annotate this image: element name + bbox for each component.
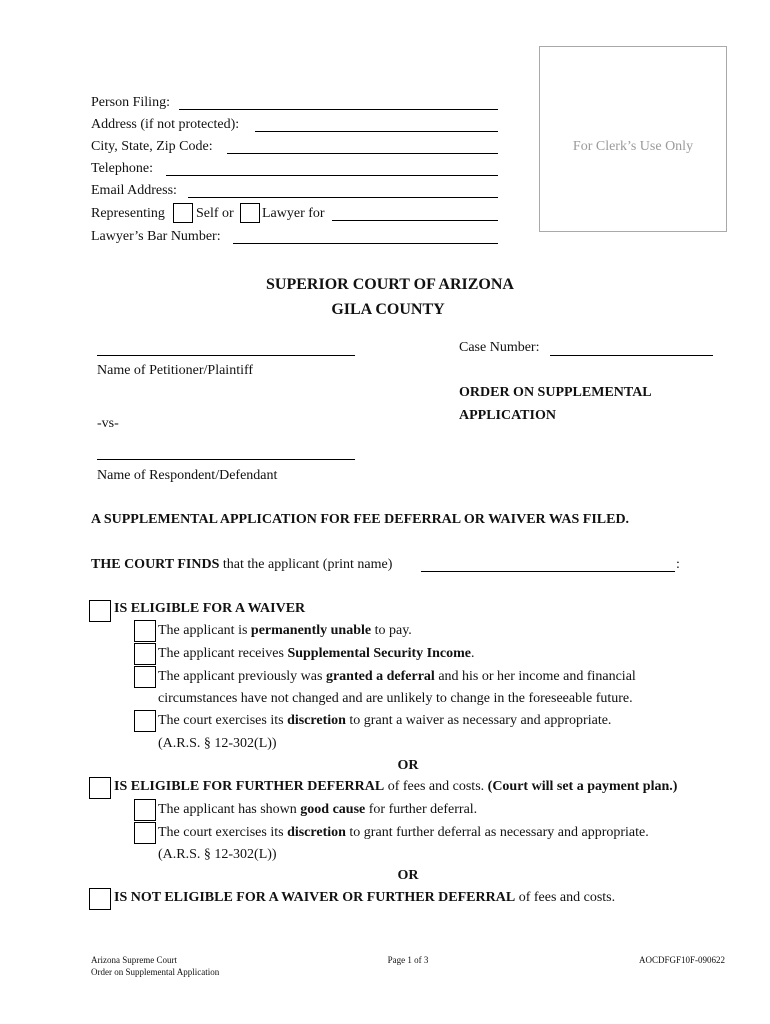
footer-form-id: AOCDFGF10F-090622 [638, 955, 725, 965]
waiver-prior-deferral-checkbox[interactable] [134, 666, 156, 688]
petitioner-name-field[interactable] [97, 355, 355, 356]
deferral-citation: (A.R.S. § 12-302(L)) [158, 847, 277, 862]
option-text: and his or her income and financial [434, 669, 636, 684]
telephone-field[interactable] [166, 175, 498, 176]
versus-label: -vs- [97, 416, 119, 431]
option-text: . [471, 646, 475, 661]
option-text: The court exercises its [158, 825, 288, 840]
waiver-ssi-checkbox[interactable] [134, 643, 156, 665]
not-eligible-heading [114, 890, 615, 906]
option-emphasis: good cause [300, 802, 366, 817]
bar-number-field[interactable] [233, 243, 498, 244]
waiver-option-ssi [158, 646, 475, 662]
email-field[interactable] [188, 197, 498, 198]
person-filing-field[interactable] [179, 109, 498, 110]
option-text: The applicant receives [158, 646, 288, 661]
deferral-heading-rest: of fees and costs. [384, 779, 488, 794]
deferral-heading-bold: IS ELIGIBLE FOR FURTHER DEFERRAL [114, 779, 385, 794]
lawyer-for-label: Lawyer for [262, 206, 325, 221]
city-state-zip-field[interactable] [227, 153, 498, 154]
or-separator-2: OR [397, 868, 419, 883]
waiver-checkbox[interactable] [89, 600, 111, 622]
representing-label: Representing [91, 206, 165, 221]
footer-court-name: Arizona Supreme Court [91, 955, 177, 965]
option-text: The applicant previously was [158, 669, 326, 684]
lawyer-for-field[interactable] [332, 220, 498, 221]
footer-page-number: Page 1 of 3 [387, 955, 429, 965]
deferral-option-discretion [158, 825, 649, 841]
telephone-label: Telephone: [91, 161, 153, 176]
self-checkbox[interactable] [173, 203, 193, 223]
city-state-zip-label: City, State, Zip Code: [91, 139, 213, 154]
waiver-heading: IS ELIGIBLE FOR A WAIVER [114, 601, 306, 616]
lawyer-checkbox[interactable] [240, 203, 260, 223]
deferral-payment-plan-note: (Court will set a payment plan.) [487, 779, 678, 794]
or-separator-1: OR [397, 758, 419, 773]
order-title-line2: APPLICATION [459, 408, 556, 423]
person-filing-label: Person Filing: [91, 95, 170, 110]
option-text: The applicant is [158, 623, 251, 638]
court-finds-colon: : [676, 557, 680, 572]
court-finds-text [91, 557, 392, 573]
option-text: The applicant has shown [158, 802, 301, 817]
court-county: GILA COUNTY [331, 301, 445, 318]
deferral-option-good-cause [158, 802, 477, 818]
court-name: SUPERIOR COURT OF ARIZONA [266, 276, 514, 293]
deferral-discretion-checkbox[interactable] [134, 822, 156, 844]
bar-number-label: Lawyer’s Bar Number: [91, 229, 221, 244]
court-finds-rest: that the applicant (print name) [222, 557, 393, 572]
self-or-label: Self or [196, 206, 234, 221]
order-title-line1: ORDER ON SUPPLEMENTAL [459, 385, 652, 400]
option-text: The court exercises its [158, 713, 288, 728]
option-text: to grant a waiver as necessary and appropriate. [345, 713, 612, 728]
case-number-label: Case Number: [459, 340, 540, 355]
option-emphasis: discretion [287, 713, 346, 728]
not-eligible-checkbox[interactable] [89, 888, 111, 910]
waiver-discretion-checkbox[interactable] [134, 710, 156, 732]
option-emphasis: granted a deferral [325, 669, 435, 684]
footer-form-name: Order on Supplemental Application [91, 967, 220, 977]
option-text: to grant further deferral as necessary and appropriate. [345, 825, 649, 840]
respondent-name-field[interactable] [97, 459, 355, 460]
address-field[interactable] [255, 131, 498, 132]
address-label: Address (if not protected): [91, 117, 240, 132]
clerk-use-label: For Clerk’s Use Only [572, 139, 694, 154]
option-text: for further deferral. [365, 802, 478, 817]
option-text: to pay. [371, 623, 412, 638]
option-emphasis: Supplemental Security Income [287, 646, 471, 661]
waiver-option-prior-deferral-line2: circumstances have not changed and are unlikely to change in the foreseeable future. [158, 691, 633, 706]
waiver-citation: (A.R.S. § 12-302(L)) [158, 736, 277, 751]
applicant-name-field[interactable] [421, 571, 675, 572]
petitioner-label: Name of Petitioner/Plaintiff [97, 363, 254, 378]
deferral-good-cause-checkbox[interactable] [134, 799, 156, 821]
waiver-option-permanently-unable [158, 623, 412, 639]
deferral-checkbox[interactable] [89, 777, 111, 799]
filed-statement: A SUPPLEMENTAL APPLICATION FOR FEE DEFERRAL OR WAIVER WAS FILED. [91, 512, 630, 527]
waiver-permanently-unable-checkbox[interactable] [134, 620, 156, 642]
waiver-option-prior-deferral [158, 669, 636, 685]
email-label: Email Address: [91, 183, 177, 198]
deferral-heading [114, 779, 677, 795]
case-number-field[interactable] [550, 355, 713, 356]
clerk-use-box [539, 46, 727, 232]
not-eligible-heading-rest: of fees and costs. [515, 890, 616, 905]
court-finds-bold: THE COURT FINDS [91, 557, 220, 572]
respondent-label: Name of Respondent/Defendant [97, 468, 278, 483]
option-emphasis: discretion [287, 825, 346, 840]
not-eligible-heading-bold: IS NOT ELIGIBLE FOR A WAIVER OR FURTHER DEFERRAL [114, 890, 516, 905]
waiver-option-discretion [158, 713, 611, 729]
option-emphasis: permanently unable [250, 623, 372, 638]
